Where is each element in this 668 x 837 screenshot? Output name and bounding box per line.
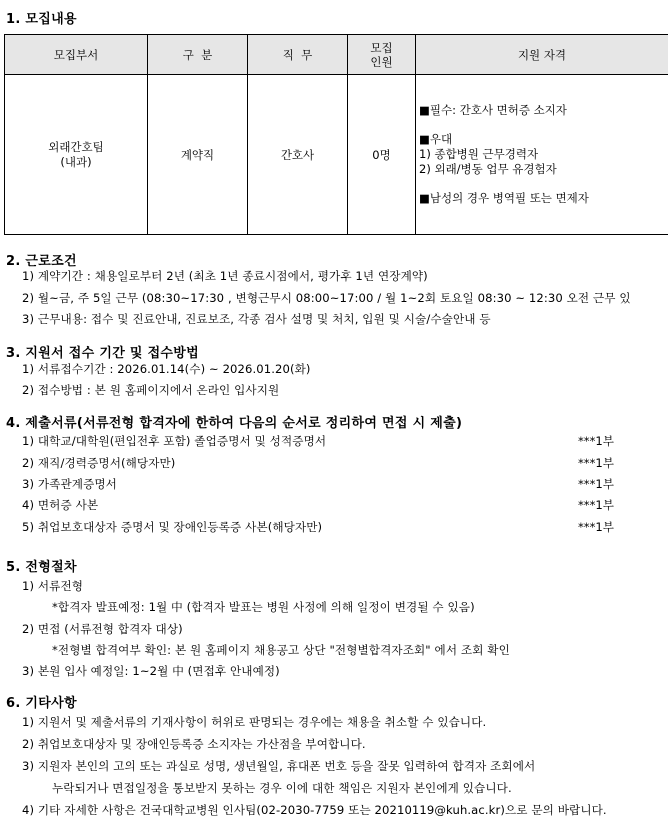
document-copies-5: ***1부 bbox=[578, 520, 614, 534]
note-2: 2) 취업보호대상자 및 장애인등록증 소지자는 가산점을 부여합니다. bbox=[22, 737, 366, 751]
note-4: 4) 기타 자세한 사항은 건국대학교병원 인사팀(02-2030-7759 또는 20210119@kuh.ac.kr)으로 문의 바랍니다. bbox=[22, 803, 607, 817]
cell-qualifications bbox=[416, 75, 668, 235]
note-3-continued: 누락되거나 면접일정을 통보받지 못하는 경우 이에 대한 책임은 지원자 본인에게 있습니다. bbox=[52, 781, 512, 795]
section-1-heading: 1. 모집내용 bbox=[6, 12, 77, 27]
document-item-2: 2) 재직/경력증명서(해당자만) bbox=[22, 456, 176, 470]
section-4-heading: 4. 제출서류(서류전형 합격자에 한하여 다음의 순서로 정리하여 면접 시 제출) bbox=[6, 416, 463, 431]
qualification-required: ■필수: 간호사 면허증 소지자 bbox=[419, 103, 567, 117]
document-copies-2: ***1부 bbox=[578, 456, 614, 470]
process-note-1: *합격자 발표예정: 1월 中 (합격자 발표는 병원 사정에 의해 일정이 변경될 수 있음) bbox=[52, 600, 475, 614]
header-qualifications: 지원 자격 bbox=[416, 35, 668, 75]
recruitment-table bbox=[4, 34, 668, 235]
document-item-4: 4) 면허증 사본 bbox=[22, 498, 99, 512]
cell-category: 계약직 bbox=[148, 75, 248, 235]
process-step-2: 2) 면접 (서류전형 합격자 대상) bbox=[22, 622, 183, 636]
document-item-3: 3) 가족관계증명서 bbox=[22, 477, 117, 491]
document-copies-3: ***1부 bbox=[578, 477, 614, 491]
section-2-heading: 2. 근로조건 bbox=[6, 254, 77, 269]
application-period: 1) 서류접수기간 : 2026.01.14(수) ~ 2026.01.20(화) bbox=[22, 362, 311, 376]
work-condition-2: 2) 월~금, 주 5일 근무 (08:30~17:30 , 변형근무시 08:00~17:00 / 월 1~2회 토요일 08:30 ~ 12:30 오전 근무 있 bbox=[22, 291, 631, 305]
qualification-preferred-heading: ■우대 bbox=[419, 132, 453, 146]
qualification-preferred-1: 1) 종합병원 근무경력자 bbox=[419, 147, 539, 161]
cell-department: 외래간호팀 (내과) bbox=[5, 75, 148, 235]
application-method: 2) 접수방법 : 본 원 홈페이지에서 온라인 입사지원 bbox=[22, 383, 280, 397]
cell-duty: 간호사 bbox=[248, 75, 348, 235]
header-headcount: 모집 인원 bbox=[348, 35, 416, 75]
process-step-1: 1) 서류전형 bbox=[22, 579, 84, 593]
document-copies-1: ***1부 bbox=[578, 434, 614, 448]
note-3: 3) 지원자 본인의 고의 또는 과실로 성명, 생년월일, 휴대폰 번호 등을 잘못 입력하여 합격자 조회에서 bbox=[22, 759, 536, 773]
work-condition-3: 3) 근무내용: 접수 및 진료안내, 진료보조, 각종 검사 설명 및 처치, 입원 및 시술/수술안내 등 bbox=[22, 312, 491, 326]
qualification-preferred-2: 2) 외래/병동 업무 유경험자 bbox=[419, 162, 557, 176]
document-copies-4: ***1부 bbox=[578, 498, 614, 512]
table-row bbox=[5, 75, 668, 235]
header-category: 구 분 bbox=[148, 35, 248, 75]
section-5-heading: 5. 전형절차 bbox=[6, 560, 77, 575]
qualification-military: ■남성의 경우 병역필 또는 면제자 bbox=[419, 191, 589, 205]
section-3-heading: 3. 지원서 접수 기간 및 접수방법 bbox=[6, 346, 200, 361]
header-duty: 직 무 bbox=[248, 35, 348, 75]
document-item-5: 5) 취업보호대상자 증명서 및 장애인등록증 사본(해당자만) bbox=[22, 520, 323, 534]
section-6-heading: 6. 기타사항 bbox=[6, 696, 77, 711]
process-step-3: 3) 본원 입사 예정일: 1~2월 中 (면접후 안내예정) bbox=[22, 664, 280, 678]
work-condition-1: 1) 계약기간 : 채용일로부터 2년 (최초 1년 종료시점에서, 평가후 1년 연장계약) bbox=[22, 269, 428, 283]
process-note-2: *전형별 합격여부 확인: 본 원 홈페이지 채용공고 상단 "전형별합격자조회" 에서 조회 확인 bbox=[52, 643, 510, 657]
document-item-1: 1) 대학교/대학원(편입전후 포함) 졸업증명서 및 성적증명서 bbox=[22, 434, 327, 448]
note-1: 1) 지원서 및 제출서류의 기재사항이 허위로 판명되는 경우에는 채용을 취소할 수 있습니다. bbox=[22, 715, 487, 729]
cell-headcount: 0명 bbox=[348, 75, 416, 235]
header-department: 모집부서 bbox=[5, 35, 148, 75]
